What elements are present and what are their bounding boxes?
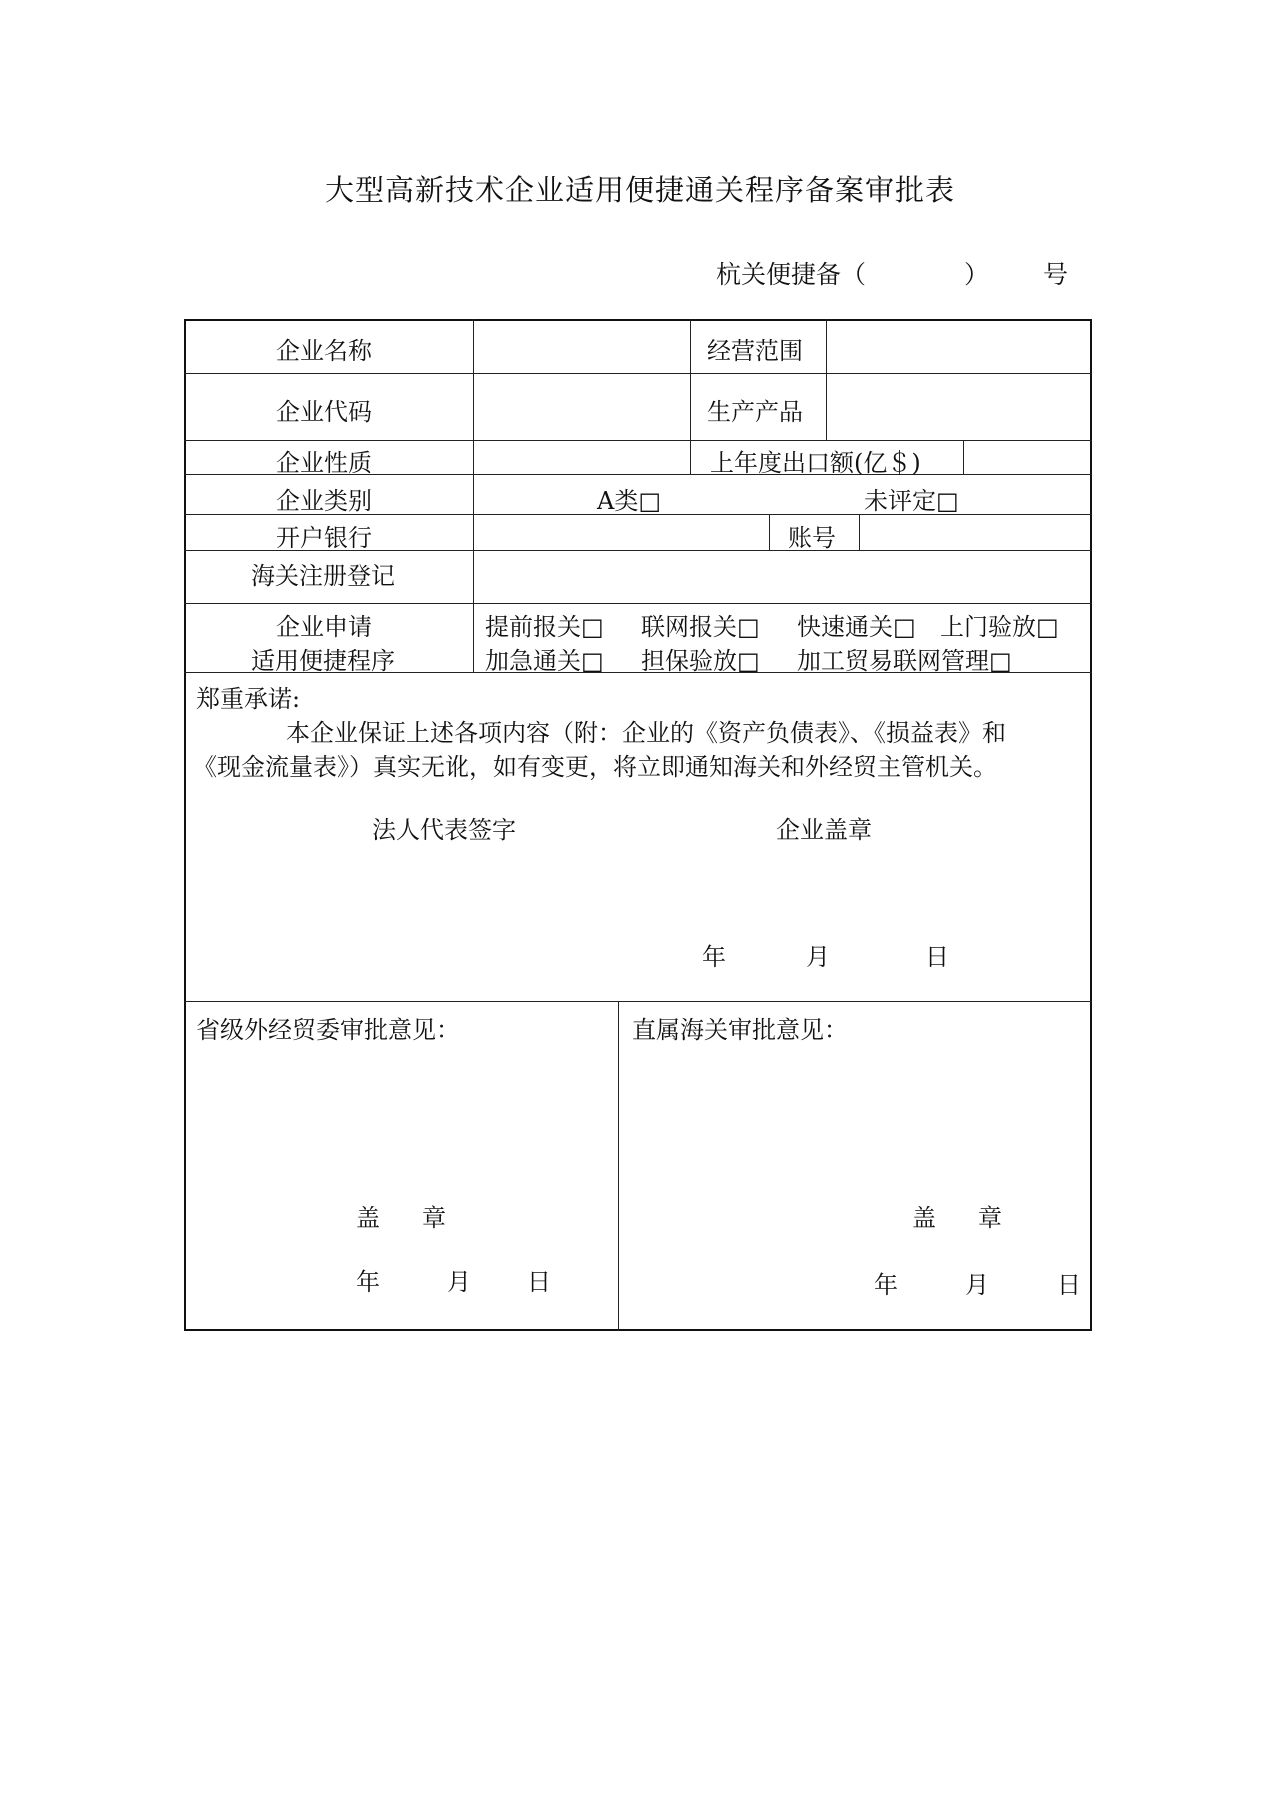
customs-seal-1: 盖 <box>912 1204 936 1232</box>
option-guarantee-release[interactable]: 担保验放□ <box>641 647 760 675</box>
option-early-declaration[interactable]: 提前报关□ <box>485 613 604 641</box>
provincial-month: 月 <box>447 1268 471 1296</box>
customs-day: 日 <box>1057 1271 1081 1299</box>
provincial-day: 日 <box>527 1268 551 1296</box>
pledge-line1: 本企业保证上述各项内容（附：企业的《资产负债表》、《损益表》和 <box>286 719 1006 747</box>
pledge-month: 月 <box>806 943 830 971</box>
pledge-day: 日 <box>925 943 949 971</box>
doc-number-close: ） <box>964 260 990 289</box>
label-company-name: 企业名称 <box>276 337 372 365</box>
column-divider <box>690 319 691 474</box>
row-divider <box>184 603 1092 604</box>
label-company-nature: 企业性质 <box>276 449 372 477</box>
provincial-seal-1: 盖 <box>356 1204 380 1232</box>
option-door-inspection[interactable]: 上门验放□ <box>940 613 1059 641</box>
provincial-approval-label: 省级外经贸委审批意见： <box>196 1016 460 1044</box>
company-seal-label: 企业盖章 <box>776 816 872 844</box>
row-divider <box>184 1001 1092 1002</box>
customs-year: 年 <box>874 1271 898 1299</box>
label-customs-registration: 海关注册登记 <box>251 562 395 590</box>
option-fast-clearance[interactable]: 快速通关□ <box>797 613 916 641</box>
pledge-year: 年 <box>702 943 726 971</box>
column-divider <box>769 514 770 550</box>
label-products: 生产产品 <box>707 398 803 426</box>
column-divider <box>859 514 860 550</box>
customs-seal-2: 章 <box>978 1204 1002 1232</box>
label-business-scope: 经营范围 <box>707 337 803 365</box>
label-account: 账号 <box>788 524 836 552</box>
label-company-category: 企业类别 <box>276 487 372 515</box>
column-divider <box>473 319 474 672</box>
column-divider <box>963 440 964 474</box>
label-apply-line2: 适用便捷程序 <box>251 647 395 675</box>
label-company-code: 企业代码 <box>276 398 372 426</box>
row-divider <box>184 440 1092 441</box>
category-a-checkbox[interactable]: A类□ <box>597 487 662 515</box>
option-urgent-clearance[interactable]: 加急通关□ <box>485 647 604 675</box>
category-unrated-checkbox[interactable]: 未评定□ <box>864 487 959 515</box>
column-divider <box>618 1001 619 1331</box>
customs-approval-label: 直属海关审批意见： <box>632 1016 848 1044</box>
provincial-seal-2: 章 <box>422 1204 446 1232</box>
page-title: 大型高新技术企业适用便捷通关程序备案审批表 <box>324 173 955 207</box>
provincial-year: 年 <box>356 1268 380 1296</box>
label-last-year-export: 上年度出口额(亿＄) <box>710 449 921 477</box>
doc-number-suffix: 号 <box>1043 260 1069 289</box>
customs-month: 月 <box>965 1271 989 1299</box>
pledge-line2: 《现金流量表》）真实无讹，如有变更，将立即通知海关和外经贸主管机关。 <box>193 753 997 781</box>
label-bank: 开户银行 <box>276 524 372 552</box>
column-divider <box>826 319 827 440</box>
pledge-heading: 郑重承诺: <box>196 685 301 713</box>
doc-number-prefix: 杭关便捷备（ <box>716 260 867 289</box>
row-divider <box>184 373 1092 374</box>
label-apply-line1: 企业申请 <box>276 613 372 641</box>
option-network-declaration[interactable]: 联网报关□ <box>641 613 760 641</box>
legal-rep-signature-label: 法人代表签字 <box>372 816 516 844</box>
option-processing-trade-network[interactable]: 加工贸易联网管理□ <box>797 647 1012 675</box>
